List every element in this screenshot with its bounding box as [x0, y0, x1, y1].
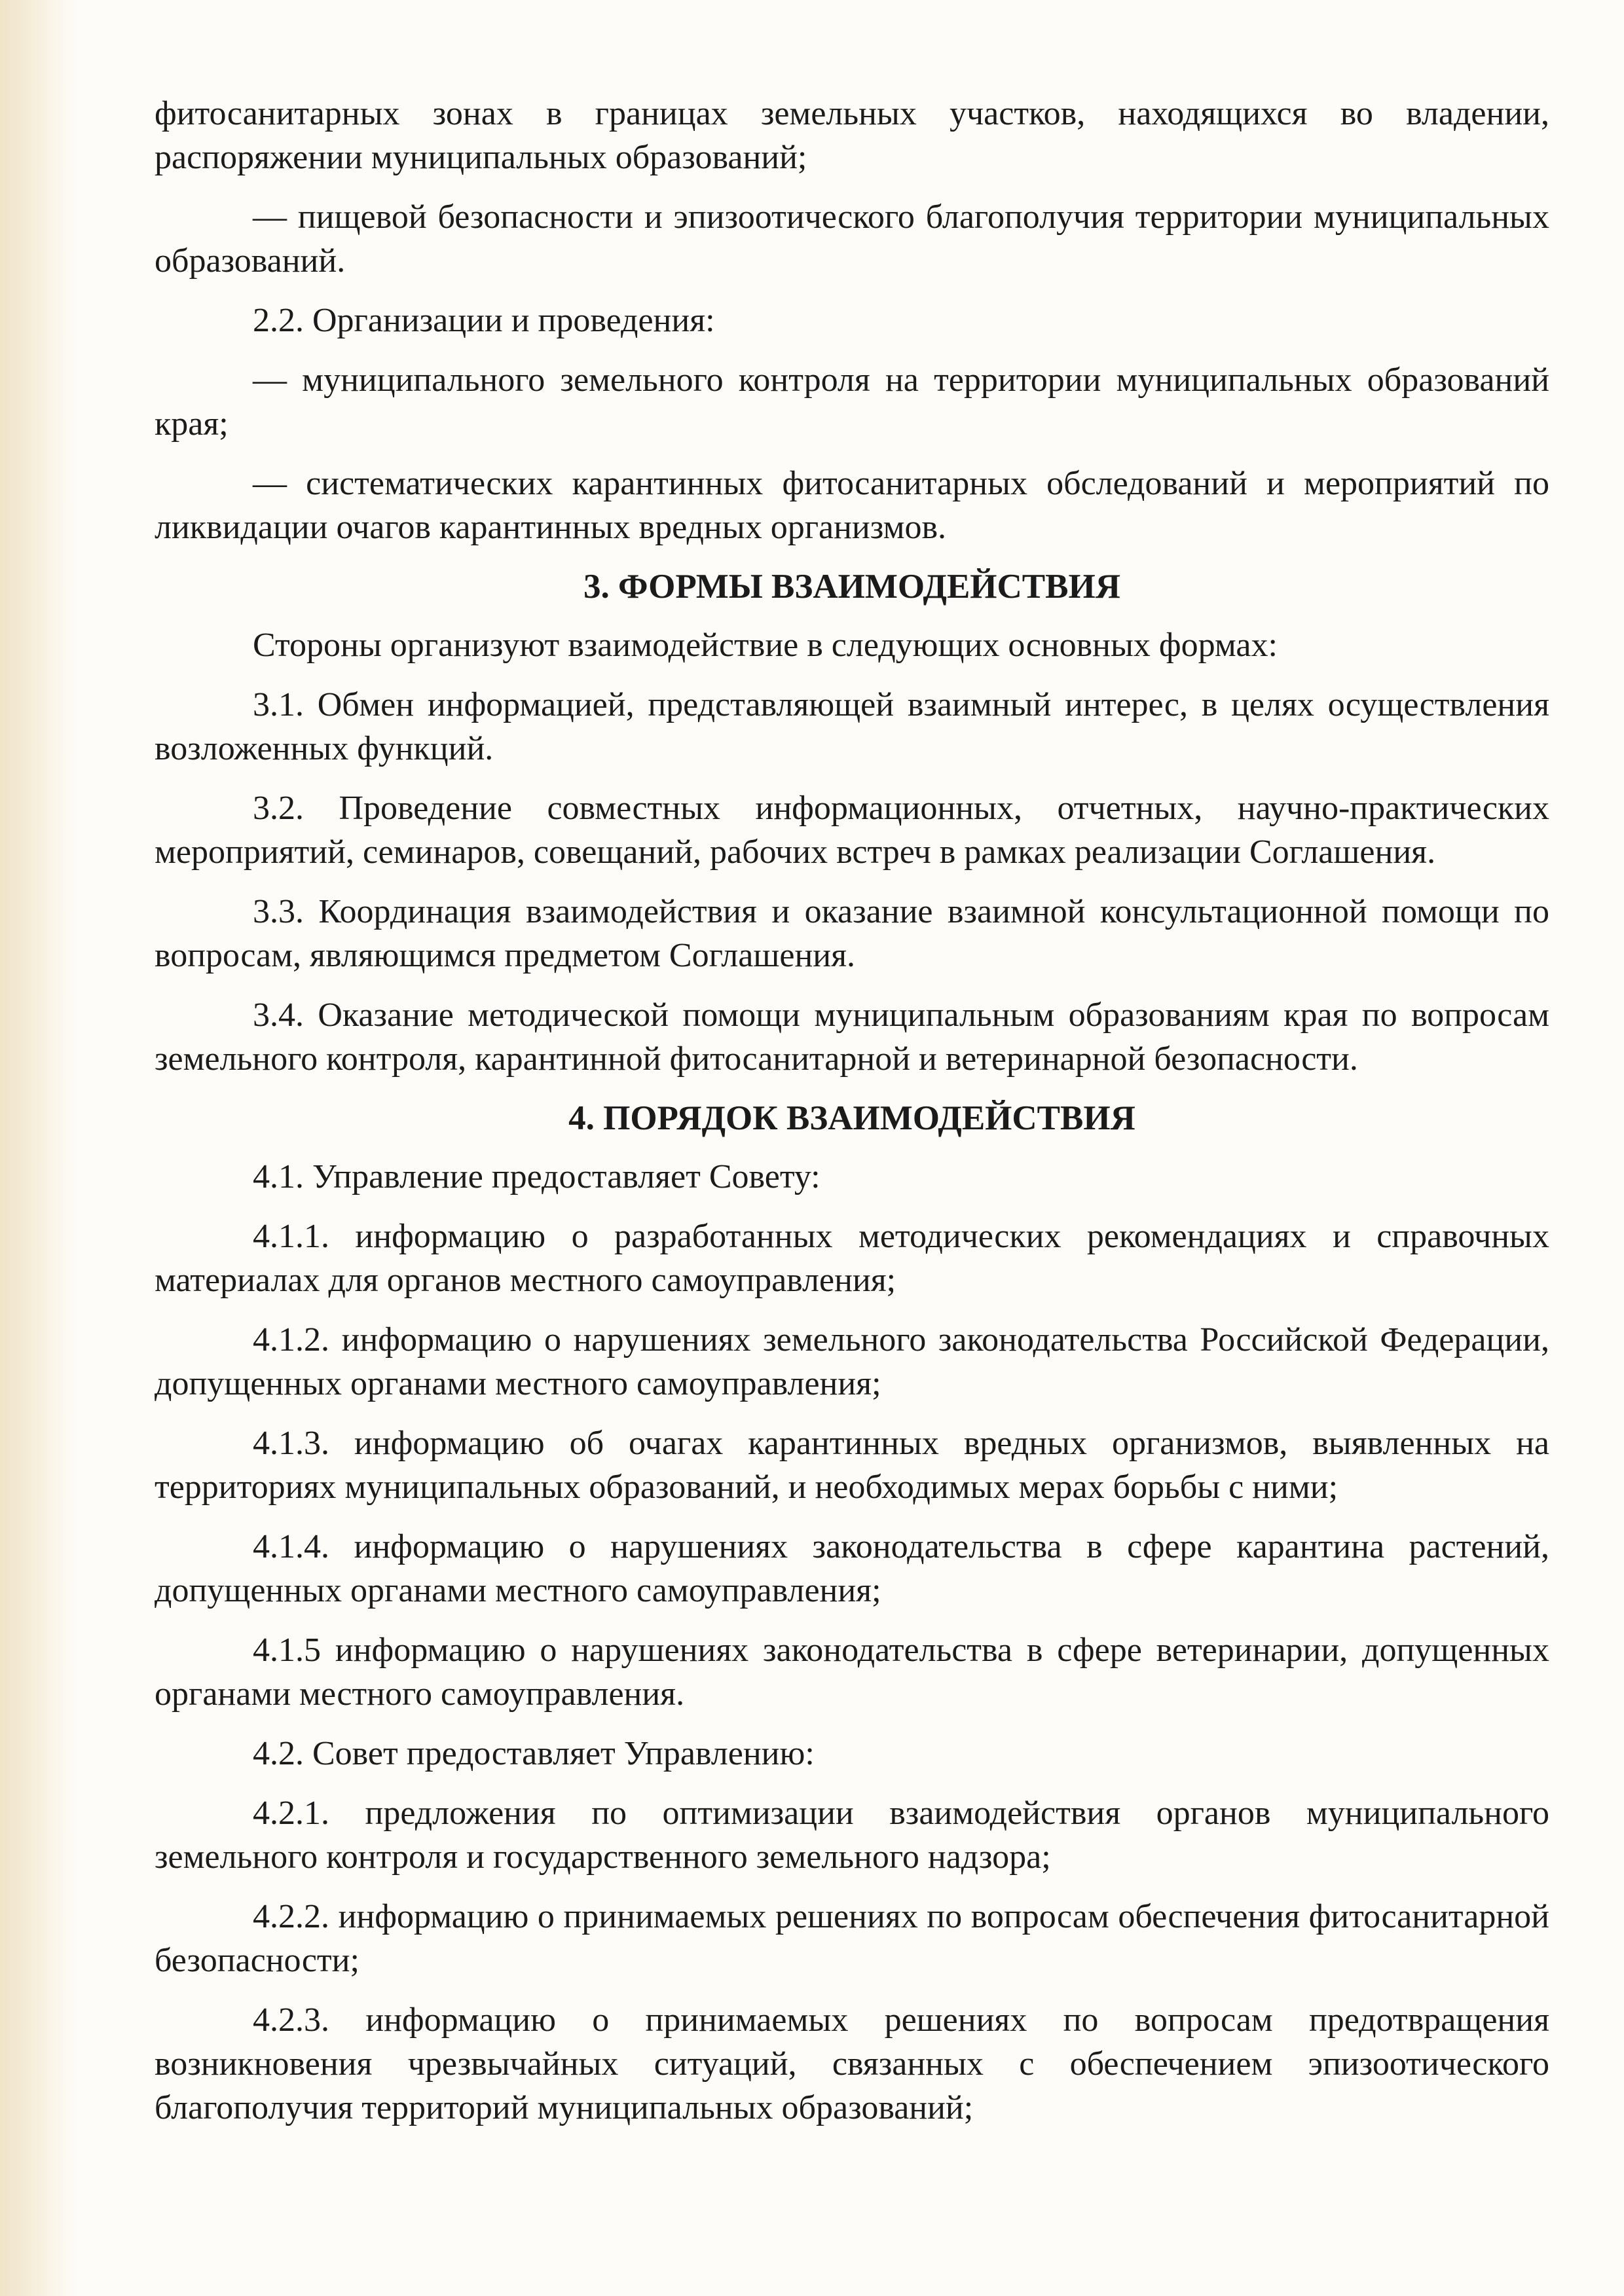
paragraph-4-2-3: 4.2.3. информацию о принимаемых решениях по вопросам предотвращения возникновения чрезвычайных ситуаций, связанных с обеспечением эпизоотического благополучия территорий муниципальных образований; [155, 2001, 1549, 2126]
document-page [155, 92, 1549, 2145]
paragraph-food-safety: — пищевой безопасности и эпизоотического благополучия территории муниципальных образований. [155, 198, 1549, 280]
paragraph-3-3: 3.3. Координация взаимодействия и оказание взаимной консультационной помощи по вопросам, являющимся предметом Соглашения. [155, 893, 1549, 974]
paragraph-3-2: 3.2. Проведение совместных информационных, отчетных, научно-практических мероприятий, семинаров, совещаний, рабочих встреч в рамках реализации Соглашения. [155, 790, 1549, 871]
paragraph-3-4: 3.4. Оказание методической помощи муниципальным образованиям края по вопросам земельного контроля, карантинной фитосанитарной и ветеринарной безопасности. [155, 996, 1549, 1078]
paragraph-quarantine-surveys: — систематических карантинных фитосанитарных обследований и мероприятий по ликвидации очагов карантинных вредных организмов. [155, 465, 1549, 546]
paragraph-4-1-1: 4.1.1. информацию о разработанных методических рекомендациях и справочных материалах для органов местного самоуправления; [155, 1218, 1549, 1299]
section-heading-3: 3. ФОРМЫ ВЗАИМОДЕЙСТВИЯ [583, 568, 1121, 606]
paragraph-forms-intro: Стороны организуют взаимодействие в следующих основных формах: [253, 627, 1278, 664]
paragraph-4-1-5: 4.1.5 информацию о нарушениях законодательства в сфере ветеринарии, допущенных органами местного самоуправления. [155, 1631, 1549, 1713]
paragraph-4-2-1: 4.2.1. предложения по оптимизации взаимодействия органов муниципального земельного контроля и государственного земельного надзора; [155, 1795, 1549, 1876]
paragraph-4-2-2: 4.2.2. информацию о принимаемых решениях по вопросам обеспечения фитосанитарной безопасности; [155, 1898, 1549, 1979]
scan-edge-shadow [0, 0, 79, 2296]
paragraph-2-2: 2.2. Организации и проведения: [253, 302, 715, 339]
paragraph-land-control: — муниципального земельного контроля на территории муниципальных образований края; [155, 361, 1549, 443]
paragraph-3-1: 3.1. Обмен информацией, представляющей взаимный интерес, в целях осуществления возложенных функций. [155, 686, 1549, 767]
paragraph-4-1-4: 4.1.4. информацию о нарушениях законодательства в сфере карантина растений, допущенных органами местного самоуправления; [155, 1528, 1549, 1609]
paragraph-4-1-2: 4.1.2. информацию о нарушениях земельного законодательства Российской Федерации, допущенных органами местного самоуправления; [155, 1321, 1549, 1402]
paragraph-4-1-3: 4.1.3. информацию об очагах карантинных вредных организмов, выявленных на территориях муниципальных образований, и необходимых мерах борьбы с ними; [155, 1425, 1549, 1506]
section-heading-4: 4. ПОРЯДОК ВЗАИМОДЕЙСТВИЯ [568, 1099, 1135, 1137]
paragraph-4-1: 4.1. Управление предоставляет Совету: [253, 1158, 821, 1195]
paragraph-continuation: фитосанитарных зонах в границах земельных участков, находящихся во владении, распоряжении муниципальных образований; [155, 95, 1549, 176]
paragraph-4-2: 4.2. Совет предоставляет Управлению: [253, 1735, 815, 1772]
